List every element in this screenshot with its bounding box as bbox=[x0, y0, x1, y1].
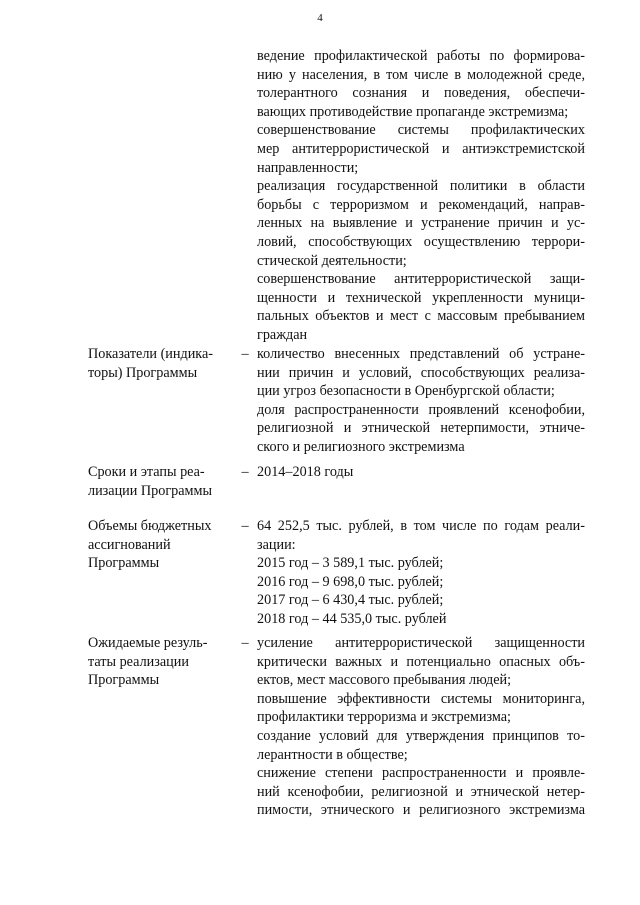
budget-value bbox=[257, 517, 585, 629]
text-line: усиление антитеррористической защищенности bbox=[257, 635, 585, 651]
expected-results-value bbox=[257, 634, 585, 820]
text-line: вающих противодействие пропаганде экстремизма; bbox=[257, 103, 569, 120]
text-line: снижение степени распространенности и проявле- bbox=[257, 765, 585, 782]
text-line: количество внесенных представлений об устране- bbox=[257, 346, 585, 362]
text-line: щенности и технической укрепленности муници- bbox=[257, 289, 585, 306]
text-line: совершенствование антитеррористической защи- bbox=[257, 271, 585, 288]
expected-results-label bbox=[88, 634, 228, 690]
label-line: таты реализации bbox=[88, 653, 189, 670]
text-line: ского и религиозного экстремизма bbox=[257, 438, 465, 455]
expected-results-dash: – bbox=[241, 635, 249, 651]
label-line: Показатели (индика- bbox=[88, 346, 213, 362]
text-line: направленности; bbox=[257, 159, 359, 176]
terms-label bbox=[88, 463, 228, 500]
label-line: торы) Программы bbox=[88, 364, 198, 381]
label-line: Программы bbox=[88, 555, 160, 572]
text-line: нию у населения, в том числе в молодежной среде, bbox=[257, 66, 585, 83]
text-line: ведение профилактической работы по формирова- bbox=[257, 48, 585, 64]
terms-value bbox=[257, 463, 585, 482]
text-line: религиозной и этнической нетерпимости, этниче- bbox=[257, 420, 585, 437]
text-line: ний ксенофобии, религиозной и этнической нетер- bbox=[257, 783, 585, 800]
label-line: ассигнований bbox=[88, 536, 171, 553]
label-line: Ожидаемые резуль- bbox=[88, 635, 208, 651]
text-line: ленных на выявление и устранение причин и ус- bbox=[257, 215, 585, 232]
text-line: зации: bbox=[257, 536, 296, 553]
indicators-value bbox=[257, 345, 585, 457]
text-line: мер антитеррористической и антиэкстремистской bbox=[257, 140, 585, 157]
text-line: нии причин и условий, способствующих реализа- bbox=[257, 364, 585, 381]
label-line: лизации Программы bbox=[88, 482, 213, 499]
text-line: реализация государственной политики в области bbox=[257, 178, 585, 195]
text-line: повышение эффективности системы мониторинга, bbox=[257, 690, 585, 707]
text-line: толерантного сознания и поведения, обеспечи- bbox=[257, 85, 585, 102]
budget-dash: – bbox=[241, 518, 249, 534]
text-line: ектов, мест массового пребывания людей; bbox=[257, 672, 512, 689]
indicators-label bbox=[88, 345, 228, 382]
label-line: Программы bbox=[88, 672, 160, 689]
text-line: граждан bbox=[257, 326, 308, 343]
text-line: 2014–2018 годы bbox=[257, 464, 354, 480]
text-line: стической деятельности; bbox=[257, 252, 407, 269]
terms-dash: – bbox=[241, 464, 249, 480]
page-number: 4 bbox=[317, 12, 323, 24]
text-line: 2017 год – 6 430,4 тыс. рублей; bbox=[257, 592, 444, 609]
indicators-dash: – bbox=[241, 346, 249, 362]
text-line: борьбы с терроризмом и рекомендаций, направ- bbox=[257, 196, 585, 213]
text-line: 64 252,5 тыс. рублей, в том числе по годам реали- bbox=[257, 518, 585, 534]
label-line: Объемы бюджетных bbox=[88, 518, 212, 534]
budget-label bbox=[88, 517, 228, 573]
text-line: 2018 год – 44 535,0 тыс. рублей bbox=[257, 610, 447, 627]
text-line: 2015 год – 3 589,1 тыс. рублей; bbox=[257, 555, 444, 572]
text-line: доля распространенности проявлений ксенофобии, bbox=[257, 401, 585, 418]
text-line: критически важных и потенциально опасных объ- bbox=[257, 653, 585, 670]
text-line: ции угроз безопасности в Оренбургской области; bbox=[257, 383, 555, 400]
text-line: создание условий для утверждения принципов то- bbox=[257, 727, 585, 744]
text-line: 2016 год – 9 698,0 тыс. рублей; bbox=[257, 573, 444, 590]
text-line: пальных объектов и мест с массовым пребыванием bbox=[257, 308, 585, 325]
text-line: пимости, этнического и религиозного экстремизма bbox=[257, 802, 585, 819]
label-line: Сроки и этапы реа- bbox=[88, 464, 205, 480]
text-line: совершенствование системы профилактических bbox=[257, 122, 585, 139]
text-line: профилактики терроризма и экстремизма; bbox=[257, 709, 511, 726]
text-line: ловий, способствующих осуществлению террори- bbox=[257, 233, 585, 250]
text-line: лерантности в обществе; bbox=[257, 746, 408, 763]
intro-goals-text bbox=[257, 47, 585, 345]
